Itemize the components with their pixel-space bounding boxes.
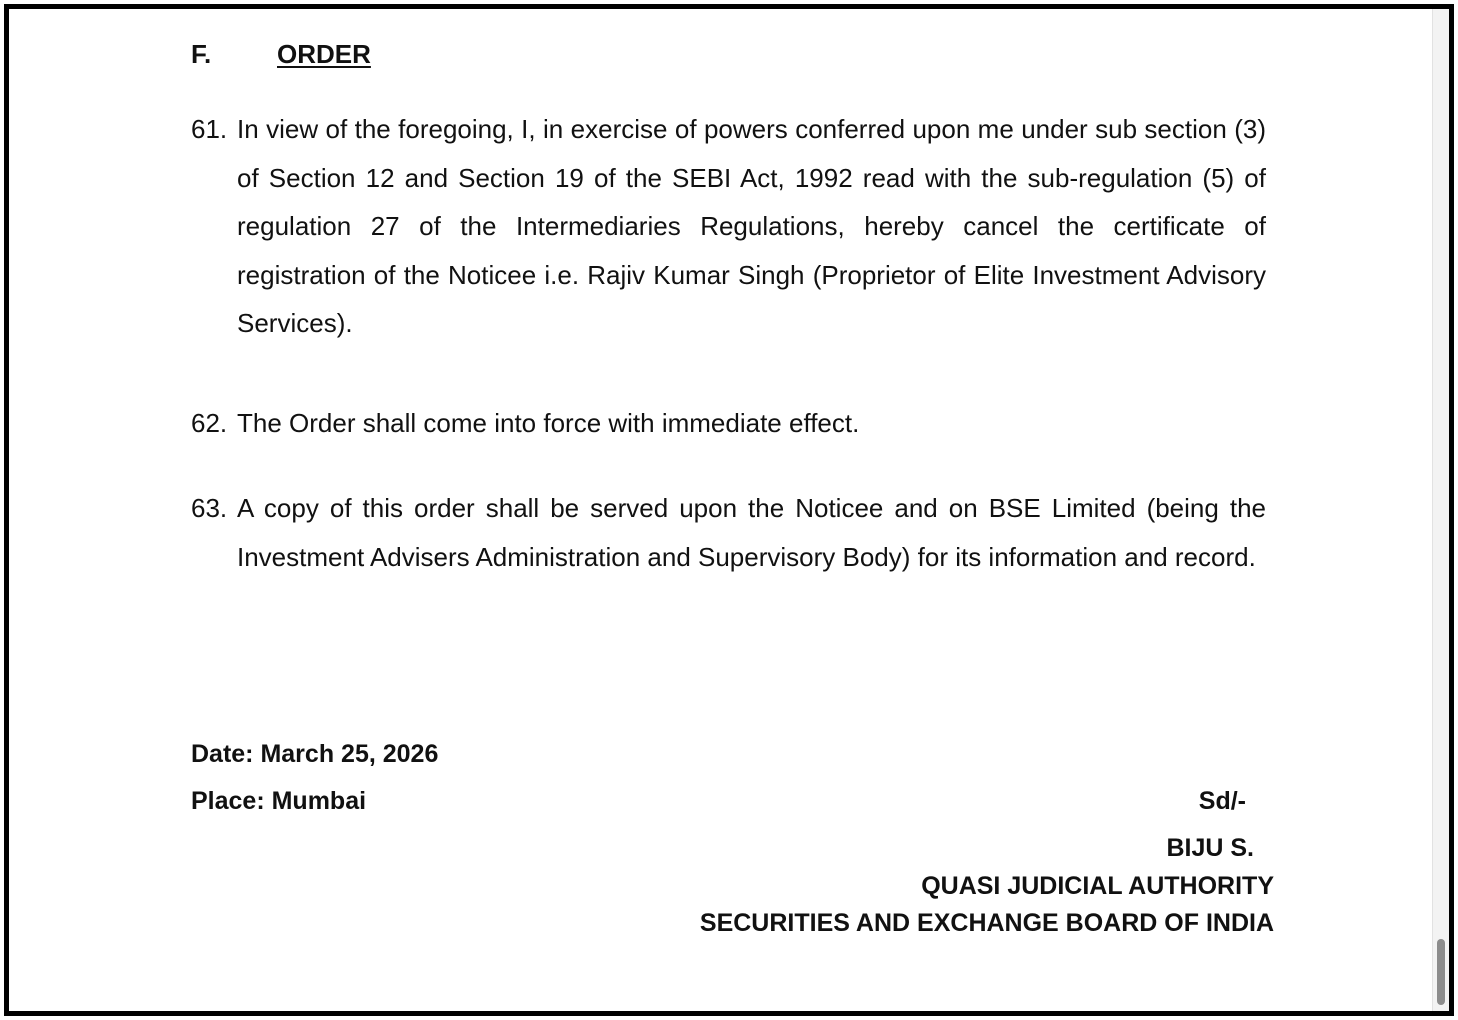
signatory-organization: SECURITIES AND EXCHANGE BOARD OF INDIA xyxy=(699,909,1274,937)
document-frame xyxy=(4,4,1454,1016)
paragraph-text: The Order shall come into force with immediate effect. xyxy=(237,408,860,438)
signature-mark: Sd/- xyxy=(1198,787,1246,815)
paragraph-number: 63. xyxy=(191,493,228,523)
scrollbar-thumb[interactable] xyxy=(1437,939,1445,1005)
order-place: Place: Mumbai xyxy=(191,787,367,815)
paragraph-text: A copy of this order shall be served upon the Noticee and on BSE Limited (being the Investment Advisers Administration and Supervisory Body) for its information and record. xyxy=(237,493,1266,572)
paragraph-number: 61. xyxy=(191,114,228,144)
section-title: ORDER xyxy=(277,39,371,69)
paragraph-63 xyxy=(191,484,1266,581)
paragraph-text: In view of the foregoing, I, in exercise of powers conferred upon me under sub section (3) of Section 12 and Section 19 of the SEBI Act, 1992 read with the sub-regulation (5) of regulation 27 of the Intermediaries Regulations, hereby cancel the certificate of registration of the Noticee i.e. Rajiv Kumar Singh (Proprietor of Elite Investment Advisory Services). xyxy=(237,114,1266,338)
signatory-role: QUASI JUDICIAL AUTHORITY xyxy=(921,872,1274,900)
paragraph-number: 62. xyxy=(191,408,228,438)
paragraph-62 xyxy=(191,399,1266,448)
signatory-name: BIJU S. xyxy=(1166,834,1254,862)
scrollbar-track[interactable] xyxy=(1432,9,1449,1011)
order-date: Date: March 25, 2026 xyxy=(191,740,439,768)
section-letter: F. xyxy=(191,39,212,69)
section-heading xyxy=(191,37,371,71)
paragraph-61 xyxy=(191,105,1266,348)
document-page xyxy=(9,9,1433,1011)
